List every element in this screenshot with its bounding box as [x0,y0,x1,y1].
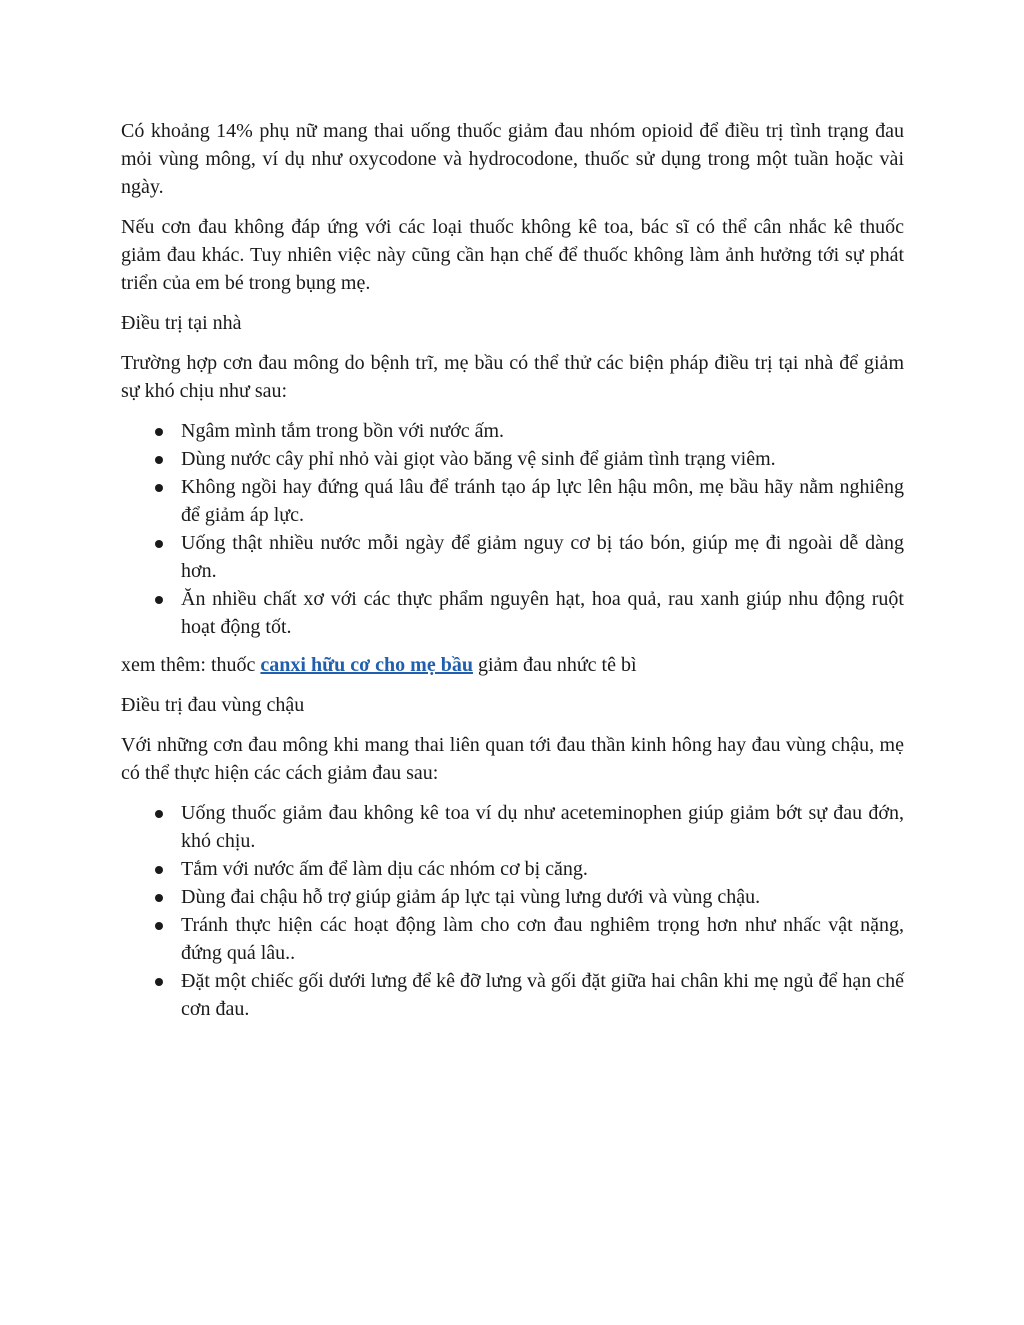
list-item [181,799,904,855]
paragraph-pelvic-intro: Với những cơn đau mông khi mang thai liên quan tới đau thần kinh hông hay đau vùng chậu, mẹ có thể thực hiện các cách giảm đau sau: [121,734,904,784]
list-item-text: Tránh thực hiện các hoạt động làm cho cơn đau nghiêm trọng hơn như nhấc vật nặng, đứng quá lâu.. [181,914,904,964]
list-item [181,911,904,967]
list-item-text: Đặt một chiếc gối dưới lưng để kê đỡ lưng và gối đặt giữa hai chân khi mẹ ngủ để hạn chế cơn đau. [181,970,904,1020]
list-item [181,417,904,445]
paragraph-hemorrhoid-intro: Trường hợp cơn đau mông do bệnh trĩ, mẹ bầu có thể thử các biện pháp điều trị tại nhà để giảm sự khó chịu như sau: [121,352,904,402]
list-item-text: Uống thuốc giảm đau không kê toa ví dụ như aceteminophen giúp giảm bớt sự đau đớn, khó chịu. [181,802,904,852]
bullet-icon [155,428,163,436]
bullet-icon [155,922,163,930]
list-item-text: Ăn nhiều chất xơ với các thực phẩm nguyên hạt, hoa quả, rau xanh giúp nhu động ruột hoạt động tốt. [181,588,904,638]
list-item [181,585,904,641]
list-item [181,473,904,529]
bullet-icon [155,978,163,986]
see-more-line [121,651,904,679]
list-item [181,445,904,473]
bullet-icon [155,810,163,818]
see-more-prefix: xem thêm: thuốc [121,654,261,676]
list-item-text: Dùng nước cây phỉ nhỏ vài giọt vào băng vệ sinh để giảm tình trạng viêm. [181,448,776,470]
list-item [181,529,904,585]
bullet-icon [155,540,163,548]
list-item-text: Ngâm mình tắm trong bồn với nước ấm. [181,420,505,442]
see-more-suffix: giảm đau nhức tê bì [472,654,637,676]
document-page [121,117,904,1033]
bullet-icon [155,456,163,464]
list-item [181,967,904,1023]
list-item-text: Không ngồi hay đứng quá lâu để tránh tạo áp lực lên hậu môn, mẹ bầu hãy nằm nghiêng để giảm áp lực. [181,476,904,526]
list-item-text: Uống thật nhiều nước mỗi ngày để giảm nguy cơ bị táo bón, giúp mẹ đi ngoài dễ dàng hơn. [181,532,904,582]
bullet-icon [155,866,163,874]
bullet-icon [155,596,163,604]
pelvic-treatment-list [121,799,904,1023]
paragraph-opioid: Có khoảng 14% phụ nữ mang thai uống thuốc giảm đau nhóm opioid để điều trị tình trạng đau mỏi vùng mông, ví dụ như oxycodone và hydrocodone, thuốc sử dụng trong một tuần hoặc vài ngày. [121,120,904,198]
list-item [181,883,904,911]
list-item-text: Dùng đai chậu hỗ trợ giúp giảm áp lực tại vùng lưng dưới và vùng chậu. [181,886,761,908]
bullet-icon [155,894,163,902]
list-item-text: Tắm với nước ấm để làm dịu các nhóm cơ bị căng. [181,858,588,880]
heading-pelvic-treatment: Điều trị đau vùng chậu [121,694,305,716]
home-treatment-list [121,417,904,641]
calcium-link[interactable]: canxi hữu cơ cho mẹ bầu [260,654,473,676]
paragraph-prescription: Nếu cơn đau không đáp ứng với các loại thuốc không kê toa, bác sĩ có thể cân nhắc kê thuốc giảm đau khác. Tuy nhiên việc này cũng cần hạn chế để thuốc không làm ảnh hưởng tới sự phát triển của em bé trong bụng mẹ. [121,216,904,294]
bullet-icon [155,484,163,492]
heading-home-treatment: Điều trị tại nhà [121,312,242,334]
list-item [181,855,904,883]
